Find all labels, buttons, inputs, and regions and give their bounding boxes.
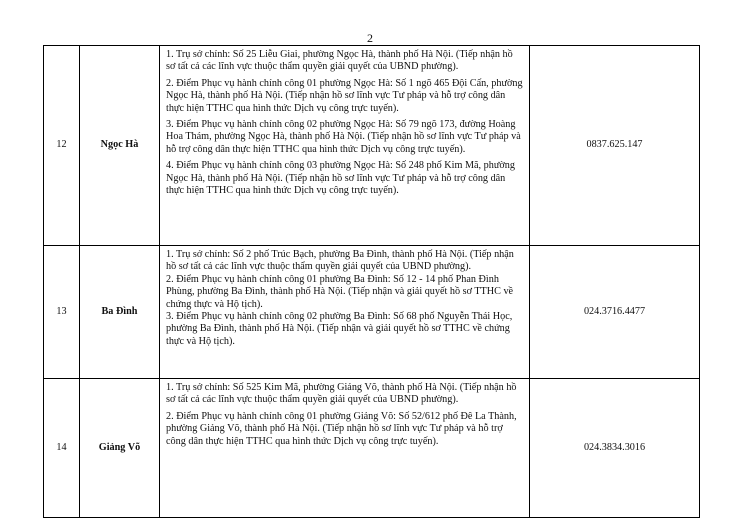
office-item: 1. Trụ sở chính: Số 2 phố Trúc Bạch, phường Ba Đình, thành phố Hà Nội. (Tiếp nhận hồ sơ tất cả các lĩnh vực thuộc thẩm quyền giải quyết của UBND phường). <box>166 249 514 273</box>
row-number: 12 <box>44 46 80 246</box>
office-item: 2. Điểm Phục vụ hành chính công 01 phường Ngọc Hà: Số 1 ngõ 465 Đội Cấn, phường Ngọc Hà, thành phố Hà Nội. (Tiếp nhận hồ sơ lĩnh vực Tư pháp và hỗ trợ công dân thực hiện TTHC qua hình thức Dịch vụ công trực tuyến). <box>166 77 523 114</box>
phone-number: 024.3716.4477 <box>530 246 700 379</box>
office-item: 4. Điểm Phục vụ hành chính công 03 phường Ngọc Hà: Số 248 phố Kim Mã, phường Ngọc Hà, thành phố Hà Nội. (Tiếp nhận hồ sơ lĩnh vực Tư pháp và hỗ trợ công dân thực hiện TTHC qua hình thức Dịch vụ công trực tuyến). <box>166 160 515 197</box>
row-number: 13 <box>44 246 80 379</box>
office-item: 3. Điểm Phục vụ hành chính công 02 phường Ngọc Hà: Số 79 ngõ 173, đường Hoàng Hoa Thám, phường Ngọc Hà, thành phố Hà Nội. (Tiếp nhận hồ sơ lĩnh vực Tư pháp và hỗ trợ công dân thực hiện TTHC qua hình thức Dịch vụ công trực tuyến). <box>166 119 521 155</box>
office-table <box>43 45 700 518</box>
office-list <box>160 246 530 379</box>
office-list <box>160 46 530 246</box>
office-item: 3. Điểm Phục vụ hành chính công 02 phường Ba Đình: Số 68 phố Nguyễn Thái Học, phường Ba Đình, thành phố Hà Nội. (Tiếp nhận và giải quyết hồ sơ TTHC về chứng thực và Hộ tịch). <box>166 311 513 347</box>
phone-number: 024.3834.3016 <box>530 379 700 518</box>
ward-name: Ba Đình <box>80 246 160 379</box>
office-list <box>160 379 530 518</box>
row-number: 14 <box>44 379 80 518</box>
office-item: 2. Điểm Phục vụ hành chính công 01 phường Giảng Võ: Số 52/612 phố Đê La Thành, phường Giảng Võ, thành phố Hà Nội. (Tiếp nhận hồ sơ lĩnh vực Tư pháp và hỗ trợ công dân thực hiện TTHC qua hình thức Dịch vụ công trực tuyến). <box>166 410 517 447</box>
ward-name: Giảng Võ <box>80 379 160 518</box>
phone-number: 0837.625.147 <box>530 46 700 246</box>
table-row <box>44 379 700 518</box>
table-row <box>44 46 700 246</box>
page-number: 2 <box>367 31 373 45</box>
ward-name: Ngọc Hà <box>80 46 160 246</box>
table-row <box>44 246 700 379</box>
office-item: 2. Điểm Phục vụ hành chính công 01 phường Ba Đình: Số 12 - 14 phố Phan Đình Phùng, phường Ba Đình, thành phố Hà Nội. (Tiếp nhận và giải quyết hồ sơ TTHC về chứng thực và Hộ tịch). <box>166 273 514 310</box>
office-item: 1. Trụ sở chính: Số 25 Liễu Giai, phường Ngọc Hà, thành phố Hà Nội. (Tiếp nhận hồ sơ tất cả các lĩnh vực thuộc thẩm quyền giải quyết của UBND phường). <box>166 49 513 73</box>
office-item: 1. Trụ sở chính: Số 525 Kim Mã, phường Giảng Võ, thành phố Hà Nội. (Tiếp nhận hồ sơ tất cả các lĩnh vực thuộc thẩm quyền giải quyết của UBND phường). <box>166 382 517 406</box>
